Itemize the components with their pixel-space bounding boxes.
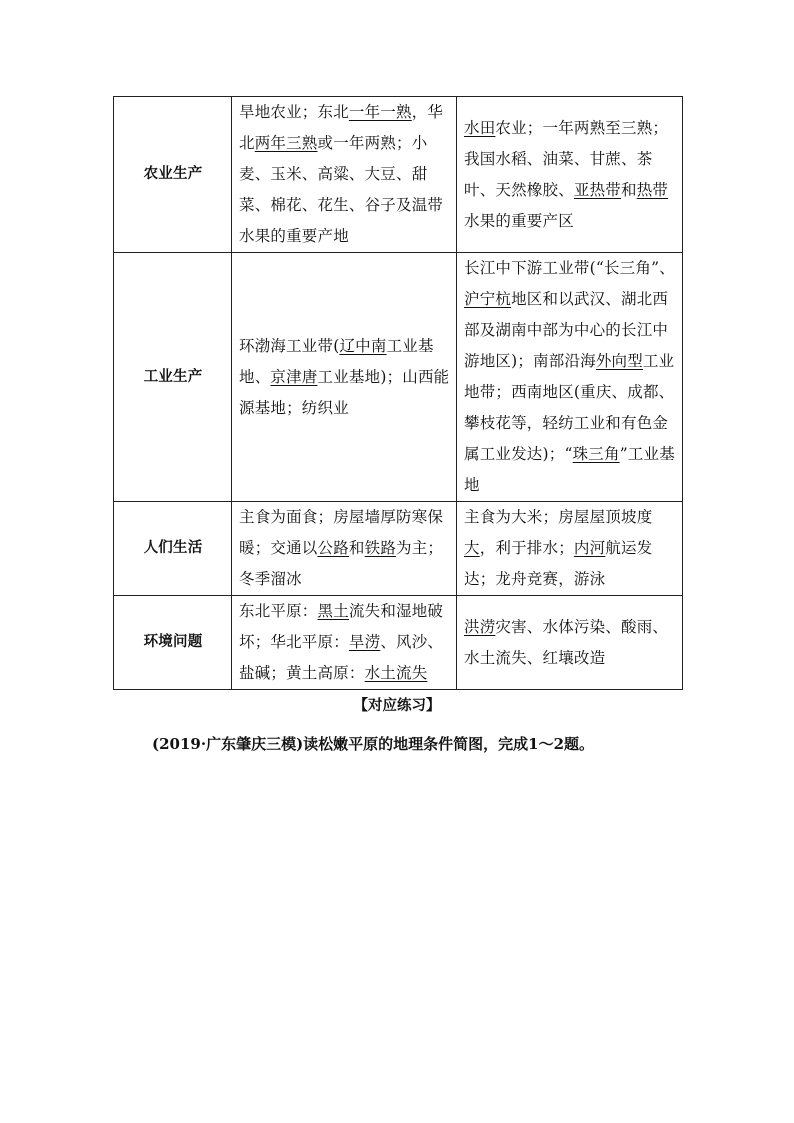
underlined-term: 水田 xyxy=(464,118,496,137)
exercise-intro: (2019·广东肇庆三模)读松嫩平原的地理条件简图，完成1～2题。 xyxy=(152,735,595,753)
north-cell xyxy=(232,253,457,502)
underlined-term: 亚热带 xyxy=(573,180,622,199)
cell-text: 工业基地)；山西能源基地；纺织业 xyxy=(239,367,450,417)
cell-text: 、风沙、盐碱；黄土高原： xyxy=(239,633,444,682)
cell-text: 流失和湿地破坏；华北平原： xyxy=(239,602,444,651)
south-cell xyxy=(457,502,683,596)
cell-text: 地区和以武汉、湖北西部及湖南中部为中心的长江中游地区)；南部沿海 xyxy=(464,290,669,370)
underlined-term: 珠三角 xyxy=(572,445,620,463)
category-cell: 工业生产 xyxy=(114,253,232,502)
cell-text: 灾害、水体污染、酸雨、水土流失、红壤改造 xyxy=(464,617,669,667)
cell-text: 和 xyxy=(621,180,637,199)
north-cell xyxy=(232,97,457,253)
cell-text: 和 xyxy=(348,539,365,557)
cell-text: 航运发达；龙舟竞赛，游泳 xyxy=(464,539,653,588)
north-cell xyxy=(232,502,457,596)
table-row xyxy=(114,502,683,596)
cell-text: 东北平原： xyxy=(239,602,318,620)
north-cell xyxy=(232,596,457,690)
underlined-term: 水土流失 xyxy=(364,664,428,682)
cell-text: 长江中下游工业带(“长三角”、 xyxy=(464,259,675,277)
category-cell: 环境问题 xyxy=(114,596,232,690)
south-cell xyxy=(457,596,683,690)
underlined-term: 一年一熟 xyxy=(348,103,412,121)
underlined-term: 京津唐 xyxy=(270,367,318,386)
underlined-term: 两年三熟 xyxy=(254,134,318,152)
underlined-term: 热带 xyxy=(636,180,669,199)
south-cell xyxy=(457,253,683,502)
underlined-term: 洪涝 xyxy=(464,617,496,636)
cell-text: 水果的重要产区 xyxy=(464,211,574,230)
underlined-term: 辽中南 xyxy=(339,336,387,355)
underlined-term: 黑土 xyxy=(317,602,349,620)
section-heading: 【对应练习】 xyxy=(353,698,441,714)
underlined-term: 公路 xyxy=(317,539,349,557)
cell-text: 工业地带；西南地区(重庆、成都、攀枝花等，轻纺工业和有色金属工业发达)；“ xyxy=(464,352,675,463)
cell-text: 旱地农业；东北 xyxy=(239,103,349,121)
cell-text: ，利于排水； xyxy=(479,539,574,557)
underlined-term: 沪宁杭 xyxy=(464,290,512,308)
cell-text: 主食为大米；房屋屋顶坡度 xyxy=(464,508,653,526)
underlined-term: 内河 xyxy=(573,539,606,557)
underlined-term: 外向型 xyxy=(595,352,643,370)
south-cell xyxy=(457,97,683,253)
underlined-term: 旱涝 xyxy=(348,633,381,651)
underlined-term: 铁路 xyxy=(364,539,397,557)
cell-text: 农业；一年两熟至三熟；我国水稻、油菜、甘蔗、茶叶、天然橡胶、 xyxy=(464,118,669,199)
category-cell: 农业生产 xyxy=(114,97,232,253)
cell-text: 为主；冬季溜冰 xyxy=(239,539,444,588)
category-cell: 人们生活 xyxy=(114,502,232,596)
cell-text: ”工业基地 xyxy=(464,445,675,494)
table-row xyxy=(114,253,683,502)
cell-text: 或一年两熟；小麦、玉米、高粱、大豆、甜菜、棉花、花生、谷子及温带水果的重要产地 xyxy=(239,134,444,245)
cell-text: 工业基地、 xyxy=(239,336,434,386)
cell-text: 主食为面食；房屋墙厚防寒保暖；交通以 xyxy=(239,508,444,557)
table-row xyxy=(114,596,683,690)
cell-text: 环渤海工业带( xyxy=(239,336,340,355)
cell-text: ，华北 xyxy=(239,103,444,152)
underlined-term: 大 xyxy=(464,539,480,557)
table-row xyxy=(114,97,683,253)
north-south-comparison-table xyxy=(113,96,683,690)
